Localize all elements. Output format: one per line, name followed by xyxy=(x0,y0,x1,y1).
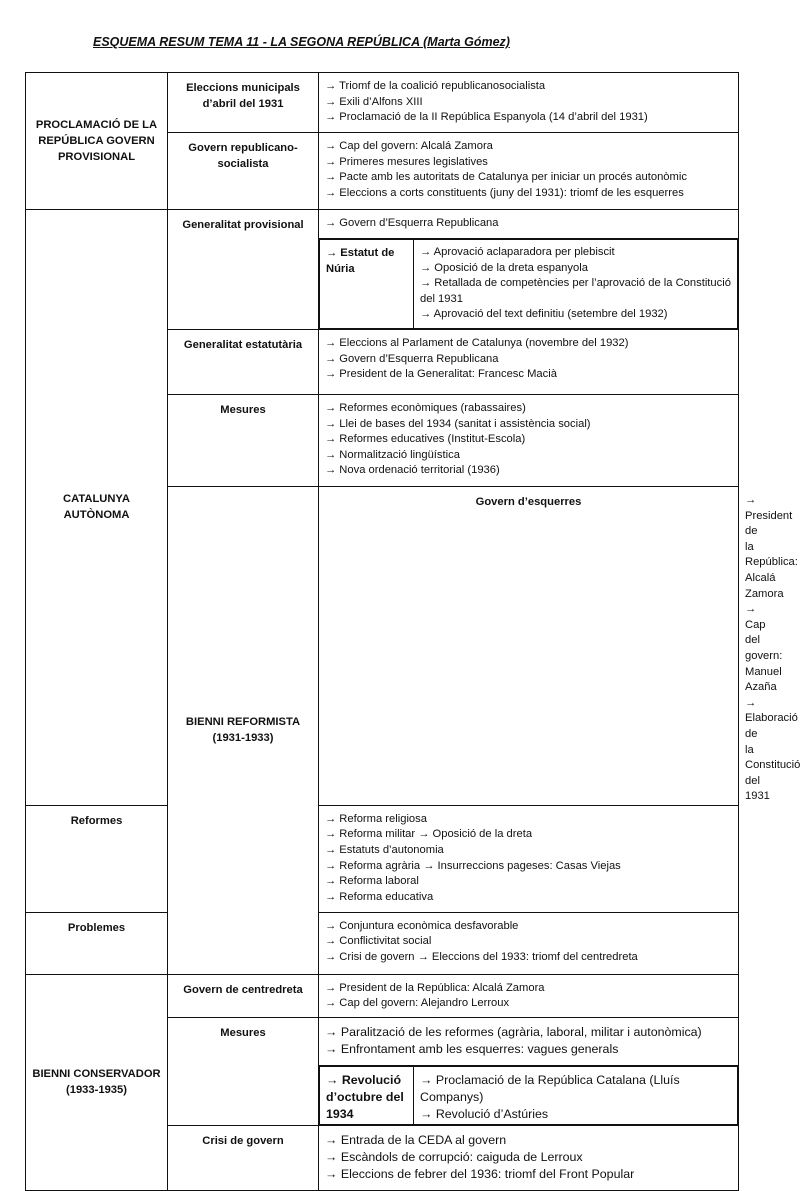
list-item: → Pacte amb les autoritats de Catalunya per iniciar un procés autonòmic xyxy=(325,171,687,184)
row-items-mesures-conservador xyxy=(319,1017,739,1065)
list-item: → Cap del govern: Alcalá Zamora xyxy=(325,140,493,152)
list-item: → Eleccions a corts constituents (juny del 1931): triomf de les esquerres xyxy=(325,186,684,199)
nested-label-estatut-nuria: → Estatut de Núria xyxy=(320,240,414,329)
row-label-mesures-catalunya: Mesures xyxy=(168,395,319,487)
nested-table xyxy=(319,1066,738,1125)
row-items-problemes xyxy=(319,912,739,974)
summary-table: PROCLAMACIÓ DE LA REPÚBLICA GOVERN PROVISIONAL Eleccions municipals d’abril del 1931 → Triomf de la coalició republicanosocialista → Exili d’Alfons XIII → Proclamació de la II República Espanyola (14 d’abril del 1931) Govern republicano-socialista → Cap del govern: Alcalá Zamora → Primeres mesures legislatives → Pacte amb les autoritats de Catalunya per iniciar un procés autonòmic → Eleccions a corts constituents (juny del 1931): triomf de les esquerres CATALUNYA AUTÒNOMA Generalitat provisional → Govern d’Esquerra Republicana → Estatut de Núria → Aprovació aclaparadora per plebiscit → Oposició de la dreta espanyola → Retallada de competències per l’aprovació de la Constitució del 1931 → Aprovació del text definitiu (setembre del 1932) Generalitat estatutària → Eleccions al Parlament de Catalunya (novembre del 1932) → Govern d’Esquerra Republicana → President de la Generalitat: Francesc Macià Mesures → Reformes econòmiques (rabassaires) → Llei de bases del 1934 (sanitat i assistència social) → Reformes educatives (Institut-Escola) → Normalització lingüística → Nova ordenació territorial (1936) BIENNI REFORMISTA (1931-1933) Govern d’esquerres → President de la República: Alcalá Zamora → Cap del govern: Manuel Azaña → Elaboració de la Constitució del 1931 Reformes → Reforma religiosa → Reforma militar → Oposició de la dreta → Estatuts d’autonomia → Reforma agrària → Insurreccions pageses: Casas Viejas → Reforma laboral → Reforma educativa Problemes → Conjuntura econòmica desfavorable → Conflictivitat social → Crisi de govern → Eleccions del 1933: triomf del centredreta BIENNI CONSERVADOR (1933-1935) Govern de centredreta → President de la República: Alcalá Zamora → Cap del govern: Alejandro Lerroux Mesures → Paralització de les reformes (agrària, laboral, militar i autonòmica) → Enfrontament amb les esquerres: vagues generals → Revolució d’octubre del 1934 → Proclamació de la República Catalana (Lluís Companys) → Revolució d’Astúries Crisi de govern → Entrada de la CEDA al govern → Escàndols de corrupció: caiguda de Lerroux → Eleccions de febrer del 1936: triomf del Front Popular xyxy=(25,72,739,1191)
list-item: → Revolució d’Astúries xyxy=(420,1106,549,1121)
row-label-reformes: Reformes xyxy=(26,805,168,912)
list-item: → Eleccions al Parlament de Catalunya (novembre del 1932) xyxy=(325,337,629,349)
list-item: → President de la Generalitat: Francesc Macià xyxy=(325,368,557,381)
row-label-generalitat-estatutaria: Generalitat estatutària xyxy=(168,330,319,395)
list-item: → Reforma militar → Oposició de la dreta xyxy=(325,828,533,841)
row-items-govern-republicano xyxy=(319,133,739,210)
list-item: → Govern d’Esquerra Republicana xyxy=(325,217,499,229)
list-item: → Cap del govern: Alejandro Lerroux xyxy=(325,997,510,1010)
list-item: → Aprovació del text definitiu (setembre del 1932) xyxy=(420,308,668,321)
nested-items-revolucio-octubre xyxy=(414,1066,738,1124)
list-item: → Reformes educatives (Institut-Escola) xyxy=(325,433,526,446)
list-item: → Paralització de les reformes (agrària, laboral, militar i autonòmica) xyxy=(325,1024,702,1039)
list-item: → President de la República: Alcalá Zamora xyxy=(325,981,545,994)
list-item: → Enfrontament amb les esquerres: vagues generals xyxy=(325,1041,619,1056)
row-items-eleccions-municipals xyxy=(319,73,739,133)
list-item: → Eleccions de febrer del 1936: triomf del Front Popular xyxy=(325,1166,635,1181)
list-item: → Conflictivitat social xyxy=(325,935,432,948)
list-item: → Exili d’Alfons XIII xyxy=(325,95,423,108)
list-item: → Triomf de la coalició republicanosocialista xyxy=(325,80,546,92)
list-item: → Proclamació de la República Catalana (Lluís Companys) xyxy=(420,1072,680,1104)
section-catalunya-autonoma: CATALUNYA AUTÒNOMA xyxy=(26,210,168,806)
section-proclamacio: PROCLAMACIÓ DE LA REPÚBLICA GOVERN PROVISIONAL xyxy=(26,73,168,210)
nested-items-estatut-nuria xyxy=(414,240,738,329)
row-items-generalitat-estatutaria xyxy=(319,330,739,395)
list-item: → Entrada de la CEDA al govern xyxy=(325,1132,507,1147)
list-item: → Reforma religiosa xyxy=(325,812,427,825)
list-item: → Normalització lingüística xyxy=(325,448,460,461)
row-label-govern-centredreta: Govern de centredreta xyxy=(168,974,319,1017)
row-label-eleccions-municipals: Eleccions municipals d’abril del 1931 xyxy=(168,73,319,133)
nested-table xyxy=(319,239,738,329)
row-items-reformes xyxy=(319,805,739,912)
section-bienni-reformista: BIENNI REFORMISTA (1931-1933) xyxy=(168,487,319,975)
list-item: → Govern d’Esquerra Republicana xyxy=(325,352,499,365)
list-item: → Retallada de competències per l’aprovació de la Constitució del 1931 xyxy=(420,277,731,305)
list-item: → Primeres mesures legislatives xyxy=(325,155,488,168)
nested-revolucio-octubre xyxy=(319,1065,739,1125)
list-item: → Proclamació de la II República Espanyola (14 d’abril del 1931) xyxy=(325,111,648,124)
list-item: → Estatuts d’autonomia xyxy=(325,844,444,857)
list-item: → Nova ordenació territorial (1936) xyxy=(325,464,500,477)
list-item: → Reforma agrària → Insurreccions pageses: Casas Viejas xyxy=(325,859,621,872)
list-item: → Reforma educativa xyxy=(325,890,434,903)
nested-estatut-nuria xyxy=(319,239,739,330)
row-items-generalitat-provisional xyxy=(319,210,739,239)
list-item: → Oposició de la dreta espanyola xyxy=(420,261,588,274)
list-item: → Crisi de govern → Eleccions del 1933: triomf del centredreta xyxy=(325,951,638,964)
list-item: → Reforma laboral xyxy=(325,875,419,888)
row-items-crisi-govern xyxy=(319,1125,739,1190)
row-items-govern-centredreta xyxy=(319,974,739,1017)
list-item: → Conjuntura econòmica desfavorable xyxy=(325,919,519,932)
list-item: → Escàndols de corrupció: caiguda de Lerroux xyxy=(325,1149,583,1164)
list-item: → Llei de bases del 1934 (sanitat i assistència social) xyxy=(325,417,591,430)
row-label-mesures-conservador: Mesures xyxy=(168,1017,319,1125)
row-label-govern-esquerres: Govern d’esquerres xyxy=(319,487,739,806)
row-label-generalitat-provisional: Generalitat provisional xyxy=(168,210,319,330)
row-label-problemes: Problemes xyxy=(26,912,168,974)
nested-label-revolucio-octubre: → Revolució d’octubre del 1934 xyxy=(320,1066,414,1124)
list-item: → Aprovació aclaparadora per plebiscit xyxy=(420,246,615,258)
section-bienni-conservador: BIENNI CONSERVADOR (1933-1935) xyxy=(26,974,168,1190)
row-label-crisi-govern: Crisi de govern xyxy=(168,1125,319,1190)
row-label-govern-republicano: Govern republicano-socialista xyxy=(168,133,319,210)
row-items-mesures-catalunya xyxy=(319,395,739,487)
document-title: ESQUEMA RESUM TEMA 11 - LA SEGONA REPÚBLICA (Marta Gómez) xyxy=(93,35,510,49)
list-item: → Reformes econòmiques (rabassaires) xyxy=(325,402,526,414)
